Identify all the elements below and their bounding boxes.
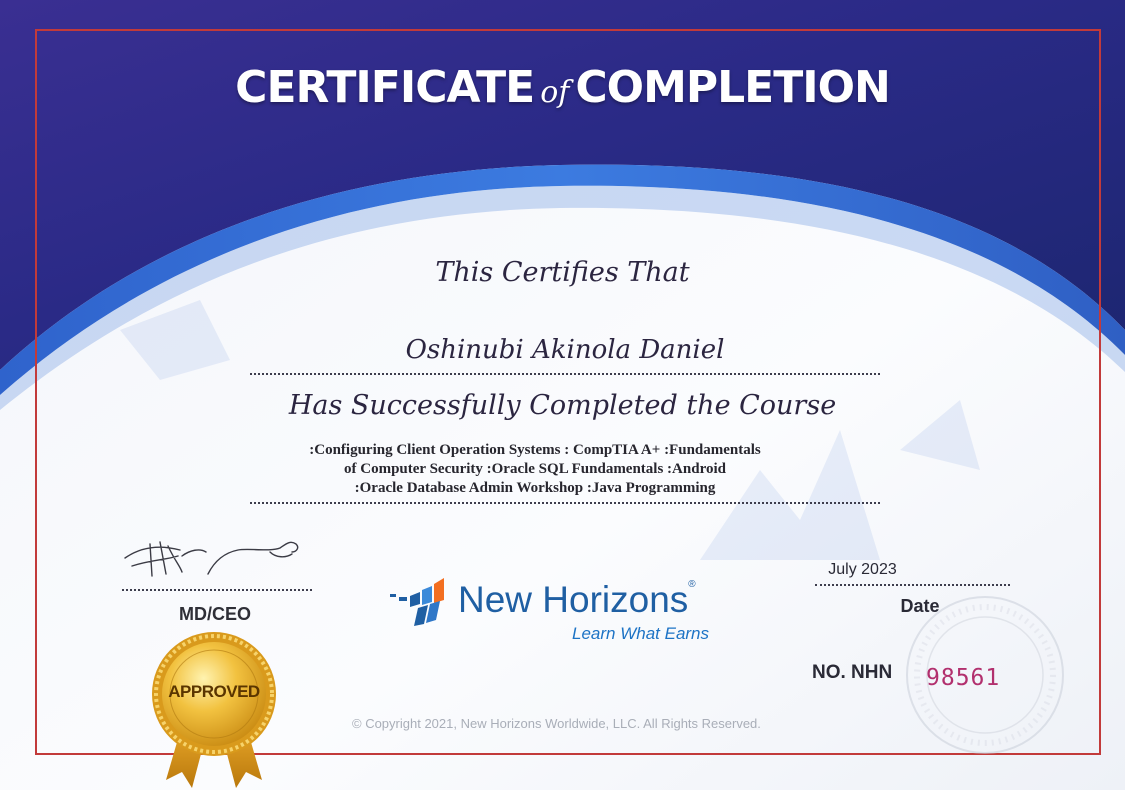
logo-name: New Horizons: [458, 579, 689, 620]
approved-seal-icon: [144, 630, 284, 790]
certificate-title: [0, 62, 1125, 113]
date-dotted-line: [815, 584, 1010, 586]
certificate-number: 98561: [926, 665, 1001, 691]
recipient-name: Oshinubi Akinola Daniel: [405, 335, 725, 365]
course-line: :Configuring Client Operation Systems : CompTIA A+ :Fundamentals: [309, 442, 761, 458]
new-horizons-logo-text: [458, 579, 696, 621]
recipient-dotted-line: [250, 373, 880, 375]
ceo-label: MD/CEO: [179, 604, 251, 624]
course-dotted-line: [250, 502, 880, 504]
course-list: [180, 441, 890, 498]
date-value: July 2023: [828, 561, 897, 578]
copyright-notice: © Copyright 2021, New Horizons Worldwide, LLC. All Rights Reserved.: [352, 716, 761, 731]
course-line: :Oracle Database Admin Workshop :Java Programming: [354, 480, 716, 496]
course-line: of Computer Security :Oracle SQL Fundamentals :Android: [344, 461, 726, 477]
title-of: of: [540, 75, 570, 110]
title-certificate: CERTIFICATE: [235, 62, 535, 113]
completed-course-text: Has Successfully Completed the Course: [288, 390, 837, 421]
logo-tagline: Learn What Earns: [572, 624, 710, 643]
signature-dotted-line: [122, 589, 312, 591]
registered-mark: ®: [688, 579, 696, 590]
approved-seal-text: APPROVED: [168, 682, 260, 701]
date-label: Date: [900, 596, 940, 616]
title-completion: COMPLETION: [575, 62, 890, 113]
ceo-signature: [120, 536, 310, 586]
certificate-number-label: NO. NHN: [812, 662, 893, 683]
certifies-text: This Certifies That: [435, 257, 690, 288]
new-horizons-stairs-icon: [388, 574, 448, 628]
